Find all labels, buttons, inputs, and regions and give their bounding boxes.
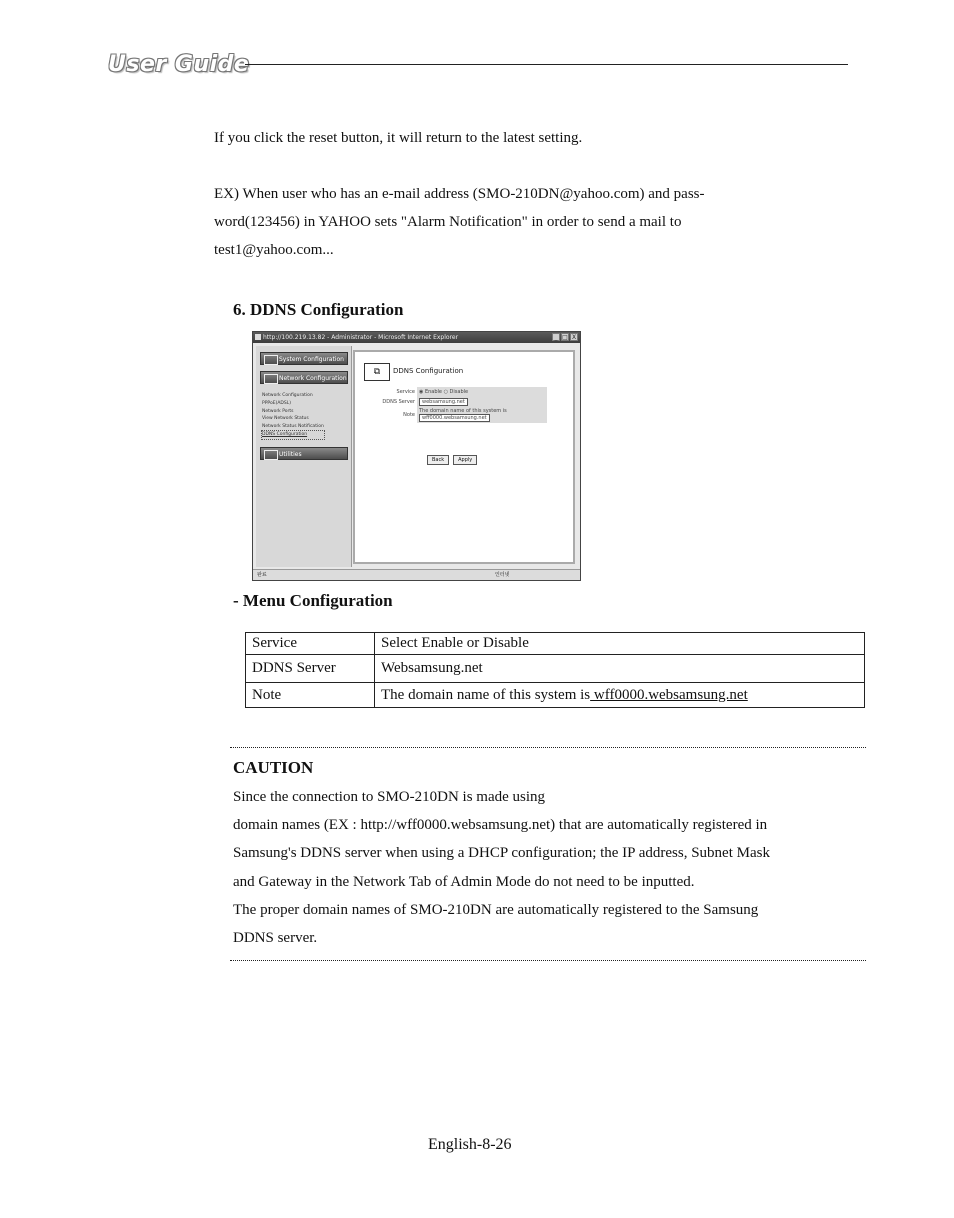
- back-button[interactable]: Back: [427, 455, 449, 465]
- menu-table: [245, 632, 865, 708]
- network-configuration-button[interactable]: [260, 371, 348, 384]
- table-value: The domain name of this system is: [381, 686, 591, 703]
- ie-icon: [255, 334, 261, 340]
- user-guide-logo: User Guide: [108, 52, 250, 77]
- table-row: [246, 683, 865, 708]
- sidebar-link[interactable]: Network Status Notification: [262, 424, 324, 430]
- caution-line: domain names (EX : http://wff0000.websamsung.net) that are automatically registered in: [233, 817, 768, 834]
- table-value: Websamsung.net: [375, 655, 865, 683]
- status-bar: [253, 569, 580, 580]
- window-title: http://100.219.13.82 - Administrator - Microsoft Internet Explorer: [263, 334, 459, 341]
- reset-paragraph: If you click the reset button, it will return to the latest setting.: [214, 130, 583, 146]
- admin-sidebar: [256, 346, 352, 567]
- caution-line: DDNS server.: [233, 930, 318, 947]
- window-titlebar: [253, 332, 580, 343]
- maximize-icon[interactable]: □: [562, 334, 568, 341]
- caution-line: Since the connection to SMO-210DN is made using: [233, 789, 546, 805]
- note-label: Note: [403, 412, 415, 418]
- page-number: English-8-26: [428, 1136, 512, 1153]
- enable-label: Enable: [424, 389, 442, 395]
- table-key: Service: [246, 633, 375, 655]
- table-row: [246, 633, 865, 655]
- caution-title: CAUTION: [233, 758, 314, 777]
- monitor-icon: [264, 355, 278, 365]
- sidebar-link-ddns[interactable]: DDNS Configuration: [262, 431, 324, 439]
- sidebar-link[interactable]: Network Ports: [262, 408, 294, 414]
- window-controls: [552, 333, 578, 341]
- sidebar-link[interactable]: Network Configuration: [262, 393, 313, 398]
- server-input[interactable]: websamsung.net: [419, 398, 468, 406]
- domain-link: wff0000.websamsung.net: [590, 686, 748, 703]
- content-panel: [353, 350, 575, 564]
- sidebar-link[interactable]: View Network Status: [262, 416, 309, 422]
- network-diagram-icon: ⧉: [364, 363, 390, 381]
- content-title: DDNS Configuration: [393, 367, 464, 375]
- example-line: test1@yahoo.com...: [214, 242, 334, 258]
- utilities-button[interactable]: [260, 447, 348, 460]
- tools-icon: [264, 450, 278, 460]
- caution-text: [233, 783, 863, 952]
- disable-radio[interactable]: ○: [443, 389, 450, 395]
- example-line: word(123456) in YAHOO sets "Alarm Notification" in order to send a mail to: [214, 214, 682, 230]
- header-rule: [245, 64, 848, 65]
- ddns-screenshot: [252, 331, 581, 581]
- form-buttons: [427, 455, 477, 465]
- network-configuration-label: Network Configuration: [279, 375, 347, 382]
- note-field: wff0000.websamsung.net: [419, 414, 490, 422]
- caution-top-divider: [230, 747, 866, 748]
- table-row: [246, 655, 865, 683]
- example-paragraph: [214, 180, 814, 264]
- table-value: Select Enable or Disable: [375, 633, 865, 655]
- enable-radio[interactable]: ◉: [419, 389, 425, 395]
- caution-line: and Gateway in the Network Tab of Admin Mode do not need to be inputted.: [233, 873, 695, 890]
- ddns-form: [375, 387, 547, 423]
- menu-config-title: - Menu Configuration: [233, 591, 393, 610]
- caution-line: Samsung's DDNS server when using a DHCP configuration; the IP address, Subnet Mask: [233, 845, 770, 862]
- caution-line: The proper domain names of SMO-210DN are automatically registered to the Samsung: [233, 901, 759, 918]
- status-left: 완료: [257, 572, 267, 578]
- close-icon[interactable]: X: [571, 334, 577, 341]
- network-icon: [264, 374, 278, 384]
- apply-button[interactable]: Apply: [453, 455, 477, 465]
- table-key: DDNS Server: [246, 655, 375, 683]
- sidebar-link[interactable]: PPPoE(ADSL): [262, 400, 291, 406]
- service-label: Service: [396, 389, 415, 395]
- status-right: 인터넷: [495, 572, 510, 578]
- utilities-label: Utilities: [279, 451, 302, 458]
- disable-label: Disable: [449, 389, 469, 395]
- service-radios: [417, 387, 547, 397]
- caution-bottom-divider: [230, 960, 866, 961]
- table-value-cell: [375, 683, 865, 708]
- system-configuration-label: System Configuration: [279, 356, 344, 363]
- server-label: DDNS Server: [382, 399, 415, 405]
- minimize-icon[interactable]: _: [552, 333, 560, 341]
- note-text: The domain name of this system is: [419, 408, 507, 414]
- table-key: Note: [246, 683, 375, 708]
- network-links: [262, 392, 324, 439]
- section-title: 6. DDNS Configuration: [233, 300, 404, 319]
- system-configuration-button[interactable]: [260, 352, 348, 365]
- example-line: EX) When user who has an e-mail address (SMO-210DN@yahoo.com) and pass-: [214, 186, 705, 202]
